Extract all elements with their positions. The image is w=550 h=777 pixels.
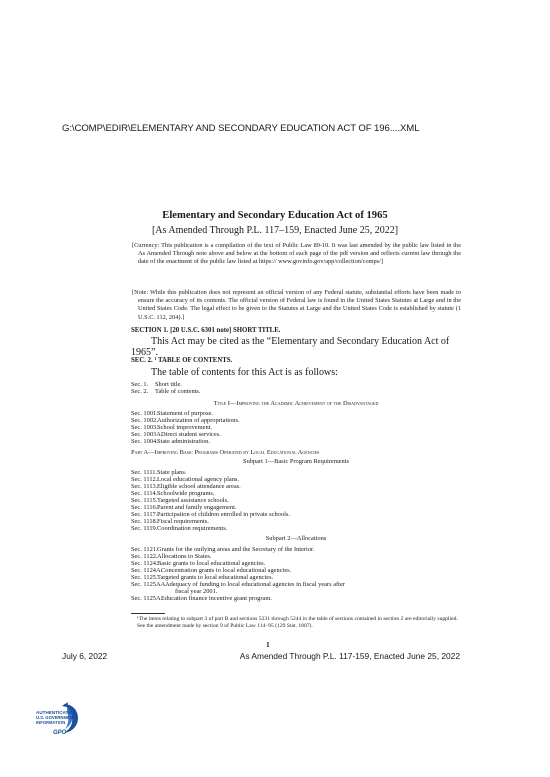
- toc-row-number: Sec. 1003A.: [131, 431, 163, 438]
- document-subtitle: [As Amended Through P.L. 117–159, Enacted June 25, 2022]: [151, 225, 399, 236]
- footnote-divider: [131, 613, 165, 614]
- section-1-heading: SECTION 1. [20 U.S.C. 6301 note] SHORT TITLE.: [131, 327, 281, 334]
- legal-note: [Note: While this publication does not represent an official version of any Federal statute, substantial efforts have been made to ensure the accuracy of its contents. The official version of Federal law is found in the United States Statutes at Large and in the United States Code. The legal effect to be given to the Statutes at Large and the United States Code is established by statute (1 U.S.C. 112, 204).]: [132, 289, 461, 321]
- toc-row-text: School improvement.: [157, 424, 213, 431]
- document-title: Elementary and Secondary Education Act of 1965: [162, 210, 388, 221]
- toc-row-number: Sec. 1114.: [131, 490, 158, 497]
- currency-note: [Currency: This publication is a compilation of the text of Public Law 89-10. It was last amended by the public law listed in the As Amended Through note above and below at the bottom of each page of the pdf version and reflects current law through the date of the enactment of the public law listed at https:// www.govinfo.gov/app/collection/comps/]: [132, 242, 461, 266]
- toc-row-text: Participation of children enrolled in private schools.: [157, 511, 290, 518]
- page-number: 1: [266, 640, 270, 649]
- toc-row-number: Sec. 1121.: [131, 546, 158, 553]
- toc-title-1: Title I—Improving the Academic Achievement of the Disadvantaged: [213, 400, 379, 407]
- toc-row-text: Eligible school attendance areas.: [157, 483, 241, 490]
- toc-row-text: State plans.: [157, 469, 187, 476]
- toc-row-text: Targeted grants to local educational agencies.: [157, 574, 274, 581]
- toc-row-text: Parent and family engagement.: [157, 504, 237, 511]
- toc-row-number: Sec. 1117.: [131, 511, 158, 518]
- toc-row-number: Sec. 1125A.: [131, 595, 163, 602]
- toc-row-number: Sec. 1002.: [131, 417, 158, 424]
- toc-subpart-1: Subpart 1—Basic Program Requirements: [243, 458, 349, 465]
- logo-line-2: U.S. GOVERNMENT: [36, 715, 76, 720]
- toc-row-number: Sec. 1124.: [131, 560, 158, 567]
- footer-date: July 6, 2022: [62, 651, 108, 661]
- toc-row-text: Schoolwide programs.: [157, 490, 215, 497]
- section-2-heading: SEC. 2. ¹ TABLE OF CONTENTS.: [131, 357, 233, 364]
- toc-row-text: fiscal year 2001.: [175, 588, 218, 595]
- footnote: ¹The items relating to subpart 3 of part B and sections 5231 through 5244 in the table of sections contained in section 2 are editorially supplied. See the amendment made by section 9 of Public Law 114–95 (129 Stat. 1807).: [137, 616, 458, 629]
- toc-row-number: Sec. 1122.: [131, 553, 158, 560]
- footer-amended-through: As Amended Through P.L. 117-159, Enacted June 25, 2022: [239, 651, 460, 661]
- toc-row-number: Sec. 1125AA.: [131, 581, 167, 588]
- toc-row-number: Sec. 2.: [131, 388, 149, 395]
- toc-row-text: Authorization of appropriations.: [157, 417, 240, 424]
- toc-row-text: State administration.: [157, 438, 210, 445]
- table-of-contents: [131, 381, 461, 611]
- toc-row-text: Education finance incentive grant program.: [161, 595, 272, 602]
- toc-subpart-2: Subpart 2—Allocations: [265, 535, 327, 542]
- toc-row-text: Grants for the outlying areas and the Secretary of the Interior.: [157, 546, 315, 553]
- toc-row-number: Sec. 1111.: [131, 469, 158, 476]
- toc-row-text: Targeted assistance schools.: [157, 497, 229, 504]
- toc-row-text: Local educational agency plans.: [157, 476, 239, 483]
- toc-row-text: Coordination requirements.: [157, 525, 228, 532]
- toc-part-a-text: Part A—Improving Basic Programs Operated by Local Educational Agencies: [131, 449, 320, 456]
- toc-row-number: Sec. 1124A.: [131, 567, 163, 574]
- logo-line-1: AUTHENTICATED: [36, 710, 75, 715]
- toc-row-number: Sec. 1112.: [131, 476, 158, 483]
- section-2-body: The table of contents for this Act is as follows:: [151, 367, 338, 378]
- gpo-authenticated-logo-icon: [34, 700, 80, 740]
- toc-row-number: Sec. 1001.: [131, 410, 158, 417]
- toc-row-text: Adequacy of funding to local educational agencies in fiscal years after: [165, 581, 345, 588]
- toc-row-number: Sec. 1115.: [131, 497, 158, 504]
- toc-row-number: Sec. 1003.: [131, 424, 158, 431]
- toc-row-number: Sec. 1125.: [131, 574, 158, 581]
- toc-row-number: Sec. 1113.: [131, 483, 158, 490]
- toc-row-text: Table of contents.: [155, 388, 201, 395]
- logo-mark: GPO: [53, 730, 67, 736]
- toc-row-text: Basic grants to local educational agencies.: [157, 560, 266, 567]
- file-path-header: G:\COMP\EDIR\ELEMENTARY AND SECONDARY EDUCATION ACT OF 196....XML: [62, 123, 420, 134]
- toc-row-text: Direct student services.: [161, 431, 221, 438]
- toc-row-number: Sec. 1118.: [131, 518, 158, 525]
- toc-row-text: Statement of purpose.: [157, 410, 213, 417]
- toc-row-number: Sec. 1116.: [131, 504, 158, 511]
- toc-row-text: Short title.: [155, 381, 182, 388]
- toc-row-text: Allocations to States.: [157, 553, 212, 560]
- toc-row-number: Sec. 1004.: [131, 438, 158, 445]
- toc-row-number: Sec. 1.: [131, 381, 149, 388]
- toc-row-text: Concentration grants to local educational agencies.: [161, 567, 292, 574]
- toc-row-number: Sec. 1119.: [131, 525, 158, 532]
- section-1-body: This Act may be cited as the “Elementary and Secondary Education Act of 1965”.: [131, 336, 450, 358]
- toc-row-text: Fiscal requirements.: [157, 518, 209, 525]
- logo-line-3: INFORMATION: [36, 720, 66, 725]
